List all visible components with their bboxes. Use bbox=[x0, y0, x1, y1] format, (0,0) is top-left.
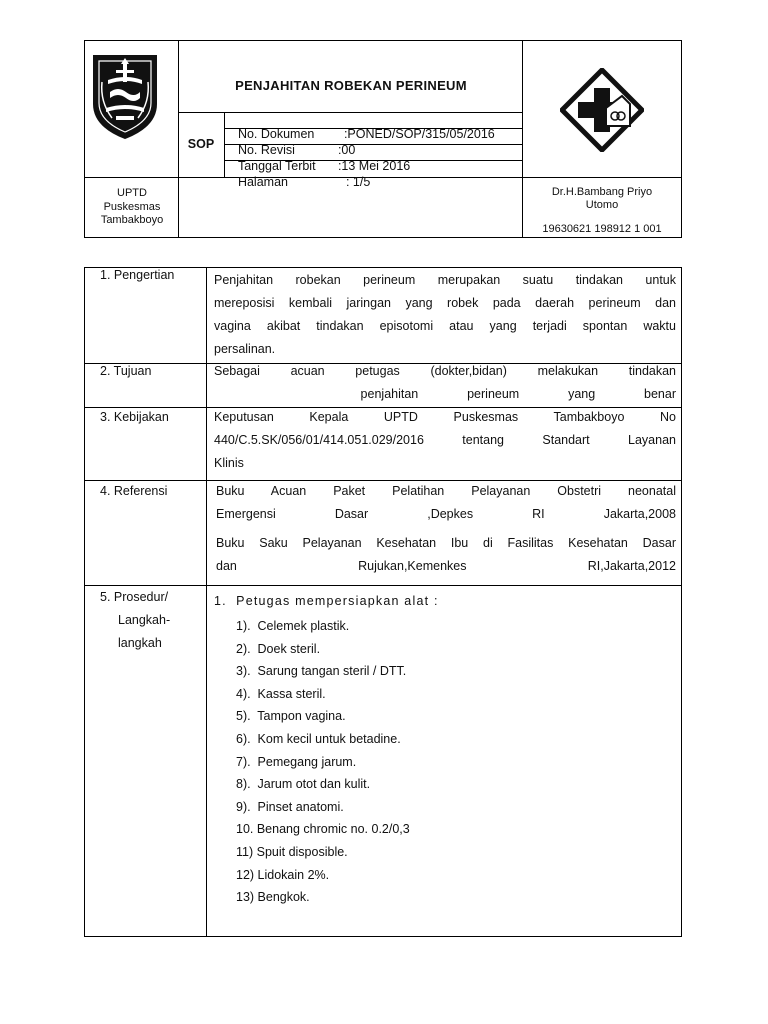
kebijakan-line: Klinis bbox=[214, 456, 244, 470]
page-row bbox=[231, 161, 370, 189]
prosedur-label-line: 5. Prosedur/ bbox=[100, 590, 169, 604]
referensi-line: dan Rujukan,Kemenkes RI,Jakarta,2012 bbox=[216, 559, 676, 573]
header-col-divider-1 bbox=[178, 40, 179, 238]
list-item: 9). Pinset anatomi. bbox=[236, 799, 344, 814]
referensi-line: Buku Acuan Paket Pelatihan Pelayanan Obstetri neonatal bbox=[216, 484, 676, 498]
kebijakan-text bbox=[214, 406, 676, 475]
signer-line-2: Utomo bbox=[585, 199, 619, 211]
list-item: 13) Bengkok. bbox=[236, 890, 310, 905]
revision-label: No. Revisi bbox=[237, 143, 295, 157]
content-col-divider bbox=[206, 267, 207, 937]
puskesmas-logo-icon bbox=[560, 68, 644, 152]
pengertian-line: mereposisi kembali jaringan yang robek pada daerah perineum dan bbox=[214, 296, 676, 310]
referensi-label: 4. Referensi bbox=[100, 484, 168, 498]
pengertian-label: 1. Pengertian bbox=[100, 268, 175, 282]
revision-value: :00 bbox=[337, 143, 356, 157]
step-1-heading: 1. Petugas mempersiapkan alat : bbox=[214, 594, 439, 608]
sop-label: SOP bbox=[187, 137, 215, 151]
kebijakan-label: 3. Kebijakan bbox=[100, 410, 169, 424]
signer-name bbox=[524, 186, 680, 212]
signer-nip: 19630621 198912 1 001 bbox=[542, 223, 662, 235]
list-item: 11) Spuit disposible. bbox=[236, 844, 348, 859]
organization-name bbox=[86, 187, 178, 228]
prosedur-label-line: langkah bbox=[118, 636, 162, 650]
list-item: 10. Benang chromic no. 0.2/0,3 bbox=[236, 822, 410, 837]
doc-number-label: No. Dokumen bbox=[237, 127, 315, 141]
tujuan-text bbox=[214, 360, 676, 406]
regional-emblem-icon bbox=[90, 52, 160, 140]
pengertian-text bbox=[214, 269, 676, 361]
list-item: 5). Tampon vagina. bbox=[236, 709, 346, 724]
tujuan-line: penjahitan perineum yang benar bbox=[214, 387, 676, 401]
page-value: : 1/5 bbox=[345, 175, 371, 189]
list-item: 6). Kom kecil untuk betadine. bbox=[236, 731, 401, 746]
list-item: 3). Sarung tangan steril / DTT. bbox=[236, 664, 407, 679]
list-item: 4). Kassa steril. bbox=[236, 686, 326, 701]
pengertian-line: vagina akibat tindakan episotomi atau yang terjadi spontan waktu bbox=[214, 319, 676, 333]
org-line-1: UPTD bbox=[117, 187, 147, 199]
referensi-text-2 bbox=[216, 532, 676, 578]
header-row-divider bbox=[84, 177, 682, 178]
kebijakan-line: 440/C.5.SK/056/01/414.051.029/2016 tentang Standart Layanan bbox=[214, 433, 676, 447]
header-col-divider-2 bbox=[522, 40, 523, 238]
signer-line-1: Dr.H.Bambang Priyo bbox=[551, 186, 653, 198]
list-item: 1). Celemek plastik. bbox=[236, 619, 350, 633]
list-item: 12) Lidokain 2%. bbox=[236, 867, 330, 882]
referensi-text-1 bbox=[216, 480, 676, 526]
pengertian-line: Penjahitan robekan perineum merupakan suatu tindakan untuk bbox=[214, 273, 676, 287]
issue-date-value: :13 Mei 2016 bbox=[337, 159, 411, 173]
list-item: 2). Doek steril. bbox=[236, 641, 321, 656]
list-item: 7). Pemegang jarum. bbox=[236, 754, 357, 769]
tujuan-line: Sebagai acuan petugas (dokter,bidan) melakukan tindakan bbox=[214, 364, 676, 378]
prosedur-label bbox=[100, 586, 205, 655]
doc-number-value: :PONED/SOP/315/05/2016 bbox=[343, 127, 495, 141]
tool-list bbox=[236, 615, 410, 909]
document-title: PENJAHITAN ROBEKAN PERINEUM bbox=[235, 78, 467, 93]
tujuan-label: 2. Tujuan bbox=[100, 364, 152, 378]
list-item: 8). Jarum otot dan kulit. bbox=[236, 777, 371, 792]
page-label: Halaman bbox=[237, 175, 288, 189]
prosedur-label-line: Langkah- bbox=[118, 613, 171, 627]
pengertian-line: persalinan. bbox=[214, 342, 276, 356]
referensi-line: Emergensi Dasar ,Depkes RI Jakarta,2008 bbox=[216, 507, 676, 521]
org-line-3: Tambakboyo bbox=[100, 214, 164, 226]
kebijakan-line: Keputusan Kepala UPTD Puskesmas Tambakboyo No bbox=[214, 410, 676, 424]
issue-date-label: Tanggal Terbit bbox=[237, 159, 316, 173]
referensi-line: Buku Saku Pelayanan Kesehatan Ibu di Fasilitas Kesehatan Dasar bbox=[216, 536, 676, 550]
org-line-2: Puskesmas bbox=[103, 200, 161, 213]
